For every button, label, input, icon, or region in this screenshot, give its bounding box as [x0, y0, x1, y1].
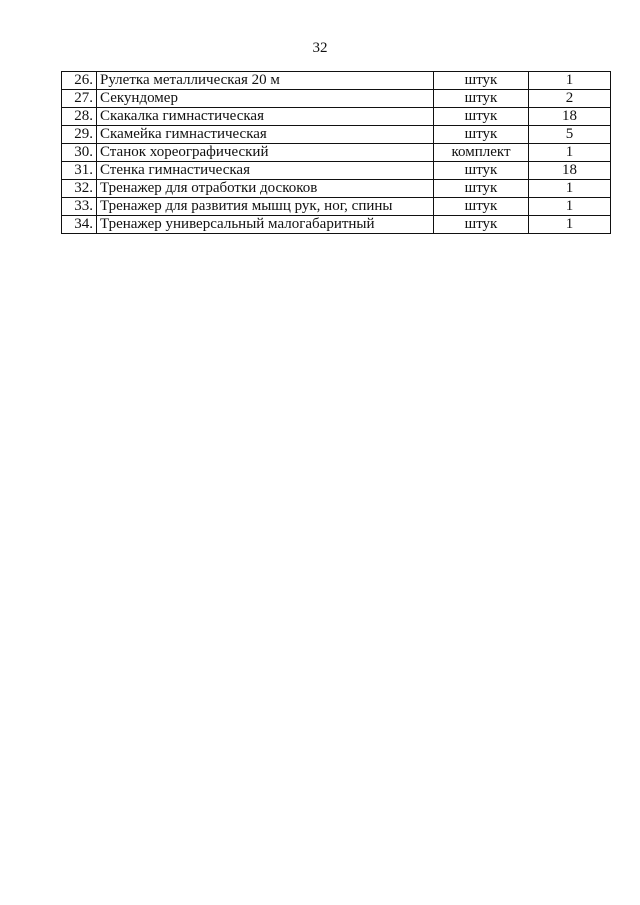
table-row	[62, 162, 611, 180]
row-number: 26.	[62, 72, 97, 90]
item-quantity: 1	[529, 144, 611, 162]
item-quantity: 5	[529, 126, 611, 144]
row-number: 29.	[62, 126, 97, 144]
item-name: Рулетка металлическая 20 м	[97, 72, 434, 90]
row-number: 27.	[62, 90, 97, 108]
item-unit: комплект	[434, 144, 529, 162]
item-quantity: 2	[529, 90, 611, 108]
item-unit: штук	[434, 180, 529, 198]
item-name: Секундомер	[97, 90, 434, 108]
item-unit: штук	[434, 216, 529, 234]
item-quantity: 18	[529, 162, 611, 180]
table-row	[62, 90, 611, 108]
item-unit: штук	[434, 90, 529, 108]
row-number: 34.	[62, 216, 97, 234]
table-row	[62, 216, 611, 234]
item-unit: штук	[434, 162, 529, 180]
table-row	[62, 180, 611, 198]
item-unit: штук	[434, 198, 529, 216]
item-name: Тренажер для развития мышц рук, ног, спины	[97, 198, 434, 216]
table-row	[62, 72, 611, 90]
item-quantity: 1	[529, 198, 611, 216]
page-number: 32	[312, 40, 328, 56]
row-number: 28.	[62, 108, 97, 126]
table-row	[62, 198, 611, 216]
item-unit: штук	[434, 72, 529, 90]
table-row	[62, 108, 611, 126]
table-row	[62, 126, 611, 144]
item-unit: штук	[434, 108, 529, 126]
item-name: Станок хореографический	[97, 144, 434, 162]
item-name: Стенка гимнастическая	[97, 162, 434, 180]
row-number: 32.	[62, 180, 97, 198]
equipment-table	[61, 71, 611, 234]
row-number: 33.	[62, 198, 97, 216]
item-quantity: 1	[529, 216, 611, 234]
item-name: Тренажер для отработки доскоков	[97, 180, 434, 198]
item-name: Скамейка гимнастическая	[97, 126, 434, 144]
table-row	[62, 144, 611, 162]
row-number: 31.	[62, 162, 97, 180]
item-quantity: 1	[529, 72, 611, 90]
row-number: 30.	[62, 144, 97, 162]
item-quantity: 18	[529, 108, 611, 126]
item-unit: штук	[434, 126, 529, 144]
item-name: Скакалка гимнастическая	[97, 108, 434, 126]
item-quantity: 1	[529, 180, 611, 198]
item-name: Тренажер универсальный малогабаритный	[97, 216, 434, 234]
